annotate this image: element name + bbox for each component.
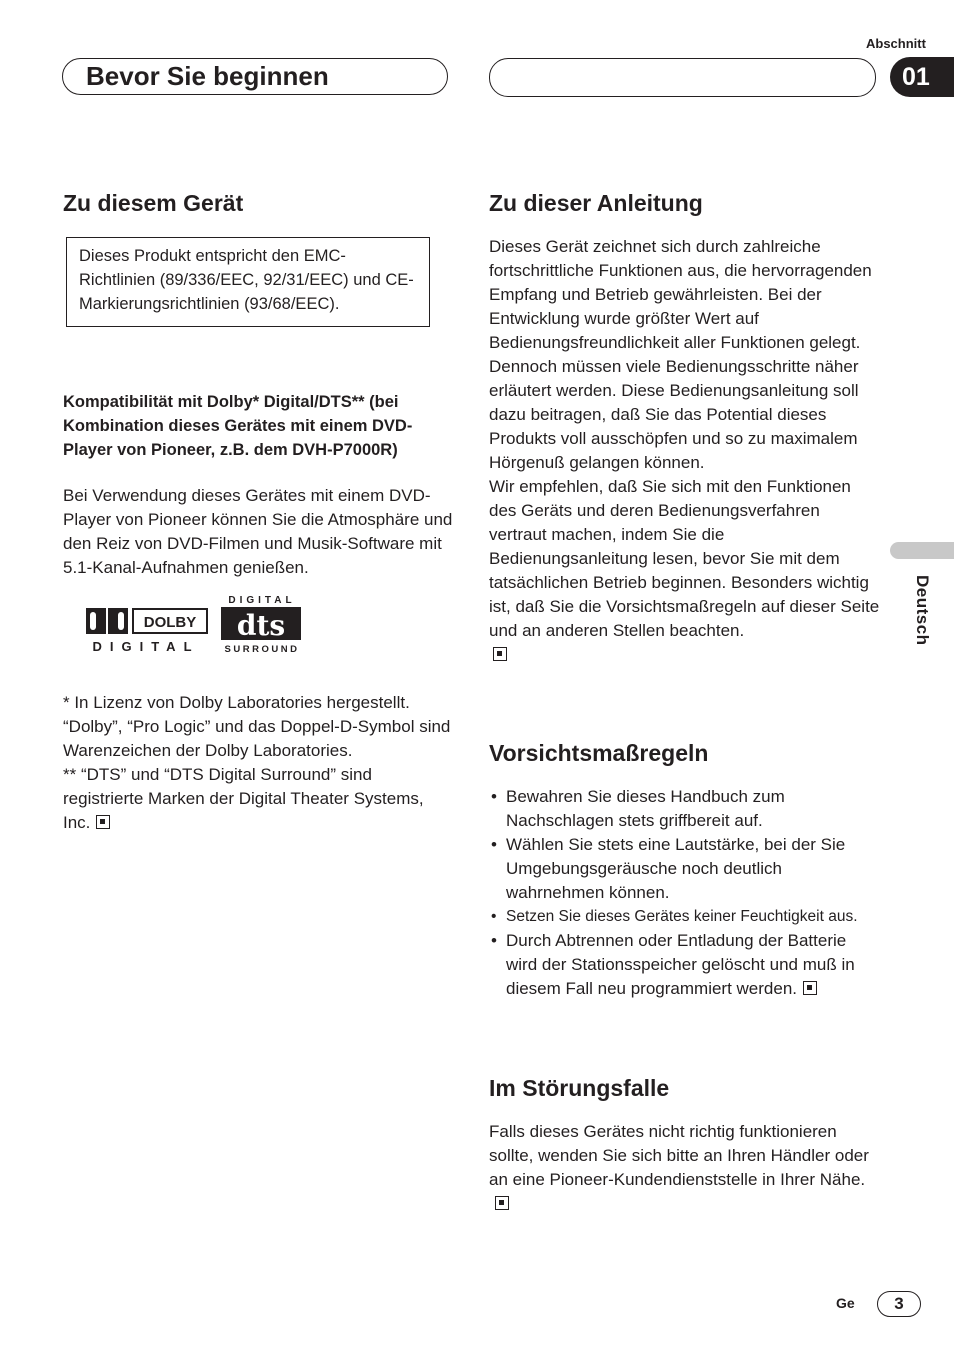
header-empty-frame (489, 58, 876, 97)
compatibility-title: Kompatibilität mit Dolby* Digital/DTS** (bei Kombination dieses Gerätes mit einem DVD-Player von Pioneer, z.B. dem DVH-P7000R) (63, 393, 413, 459)
stoerung-text: Falls dieses Gerätes nicht richtig funktionieren sollte, wenden Sie sich bitte an Ihren Händler oder an eine Pioneer-Kundendienststelle in Ihrer Nähe. (489, 1122, 869, 1189)
page-language-code: Ge (836, 1295, 855, 1311)
list-item-text: Setzen Sie dieses Gerätes keiner Feuchtigkeit aus. (506, 908, 858, 925)
list-item (489, 785, 881, 833)
section-number: 01 (902, 62, 930, 91)
dts-logo-sub: SURROUND (224, 644, 300, 654)
heading-vorsichtsmassregeln: Vorsichtsmaßregeln (489, 740, 709, 766)
language-label: Deutsch (913, 575, 932, 646)
heading-zu-diesem-geraet: Zu diesem Gerät (63, 190, 244, 216)
list-item-text: Wählen Sie stets eine Lautstärke, bei der Sie Umgebungsgeräusche noch deutlich wahrnehmen können. (506, 835, 846, 902)
end-mark-icon (493, 647, 507, 661)
end-mark-icon (96, 815, 110, 829)
language-tab-bar (890, 542, 954, 559)
footnote-dts-block (63, 763, 455, 835)
heading-zu-dieser-anleitung: Zu dieser Anleitung (489, 190, 703, 216)
dolby-logo-word: DOLBY (143, 614, 197, 631)
dts-surround-logo (221, 595, 301, 654)
heading-im-stoerungsfalle: Im Störungsfalle (489, 1075, 670, 1101)
anleitung-text (489, 235, 881, 667)
end-mark-icon (495, 1196, 509, 1210)
anleitung-paragraph-1: Dieses Gerät zeichnet sich durch zahlreiche fortschrittliche Funktionen aus, die hervorragenden Empfang und Betrieb gewährleisten. Bei der Entwicklung wurde größter Wert auf Bedienungsfreundlichkeit aller Funktionen gelegt. Dennoch müssen viele Bedienungsschritte näher erläutert werden. Diese Bedienungsanleitung soll dazu beitragen, daß Sie das Potential dieses Produkts voll ausschöpfen und so zu maximalem Hörgenuß gelangen können. (489, 237, 872, 472)
footnote-dts: ** “DTS” und “DTS Digital Surround” sind registrierte Marken der Digital Theater Systems, Inc. (63, 765, 424, 832)
section-number-tab (890, 57, 954, 97)
dolby-digital-logo (86, 608, 207, 654)
list-item-text: Durch Abtrennen oder Entladung der Batterie wird der Stationsspeicher gelöscht und muß in diesem Fall neu programmiert werden. (506, 931, 855, 998)
chapter-title: Bevor Sie beginnen (86, 61, 329, 91)
end-mark-icon (803, 981, 817, 995)
anleitung-paragraph-2: Wir empfehlen, daß Sie sich mit den Funktionen des Geräts und deren Bedienungsverfahren vertraut machen, indem Sie die Bedienungsanleitung lesen, bevor Sie mit dem tatsächlichen Betrieb beginnen. Besonders wichtig ist, daß Sie die Vorsichtsmaßregeln auf dieser Seite und an anderen Stellen beachten. (489, 477, 880, 640)
list-item-text: Bewahren Sie dieses Handbuch zum Nachschlagen stets griffbereit auf. (506, 787, 785, 830)
list-item (489, 833, 881, 905)
dts-logo-word: dts (236, 609, 286, 642)
compatibility-body: Bei Verwendung dieses Gerätes mit einem DVD-Player von Pioneer können Sie die Atmosphäre und den Reiz von DVD-Filmen und Musik-Software mit 5.1-Kanal-Aufnahmen genießen. (63, 486, 453, 577)
footnotes (63, 691, 455, 835)
list-item (489, 929, 881, 1001)
stoerung-block (489, 1120, 881, 1216)
vorsicht-list (489, 785, 881, 1001)
dts-logo-top: DIGITAL (228, 595, 296, 606)
emc-notice-text: Dieses Produkt entspricht den EMC-Richtlinien (89/336/EEC, 92/31/EEC) und CE-Markierungsrichtlinien (93/68/EEC). (79, 247, 414, 313)
dolby-logo-sub: DIGITAL (92, 639, 200, 654)
emc-notice-box (66, 237, 430, 327)
page-number: 3 (877, 1291, 921, 1317)
section-label: Abschnitt (866, 36, 926, 51)
list-item (489, 905, 881, 929)
footnote-dolby: * In Lizenz von Dolby Laboratories hergestellt. “Dolby”, “Pro Logic” und das Doppel-D-Symbol sind Warenzeichen der Dolby Laboratories. (63, 693, 451, 760)
dolby-dts-logos (84, 592, 306, 654)
anleitung-end (489, 643, 881, 667)
